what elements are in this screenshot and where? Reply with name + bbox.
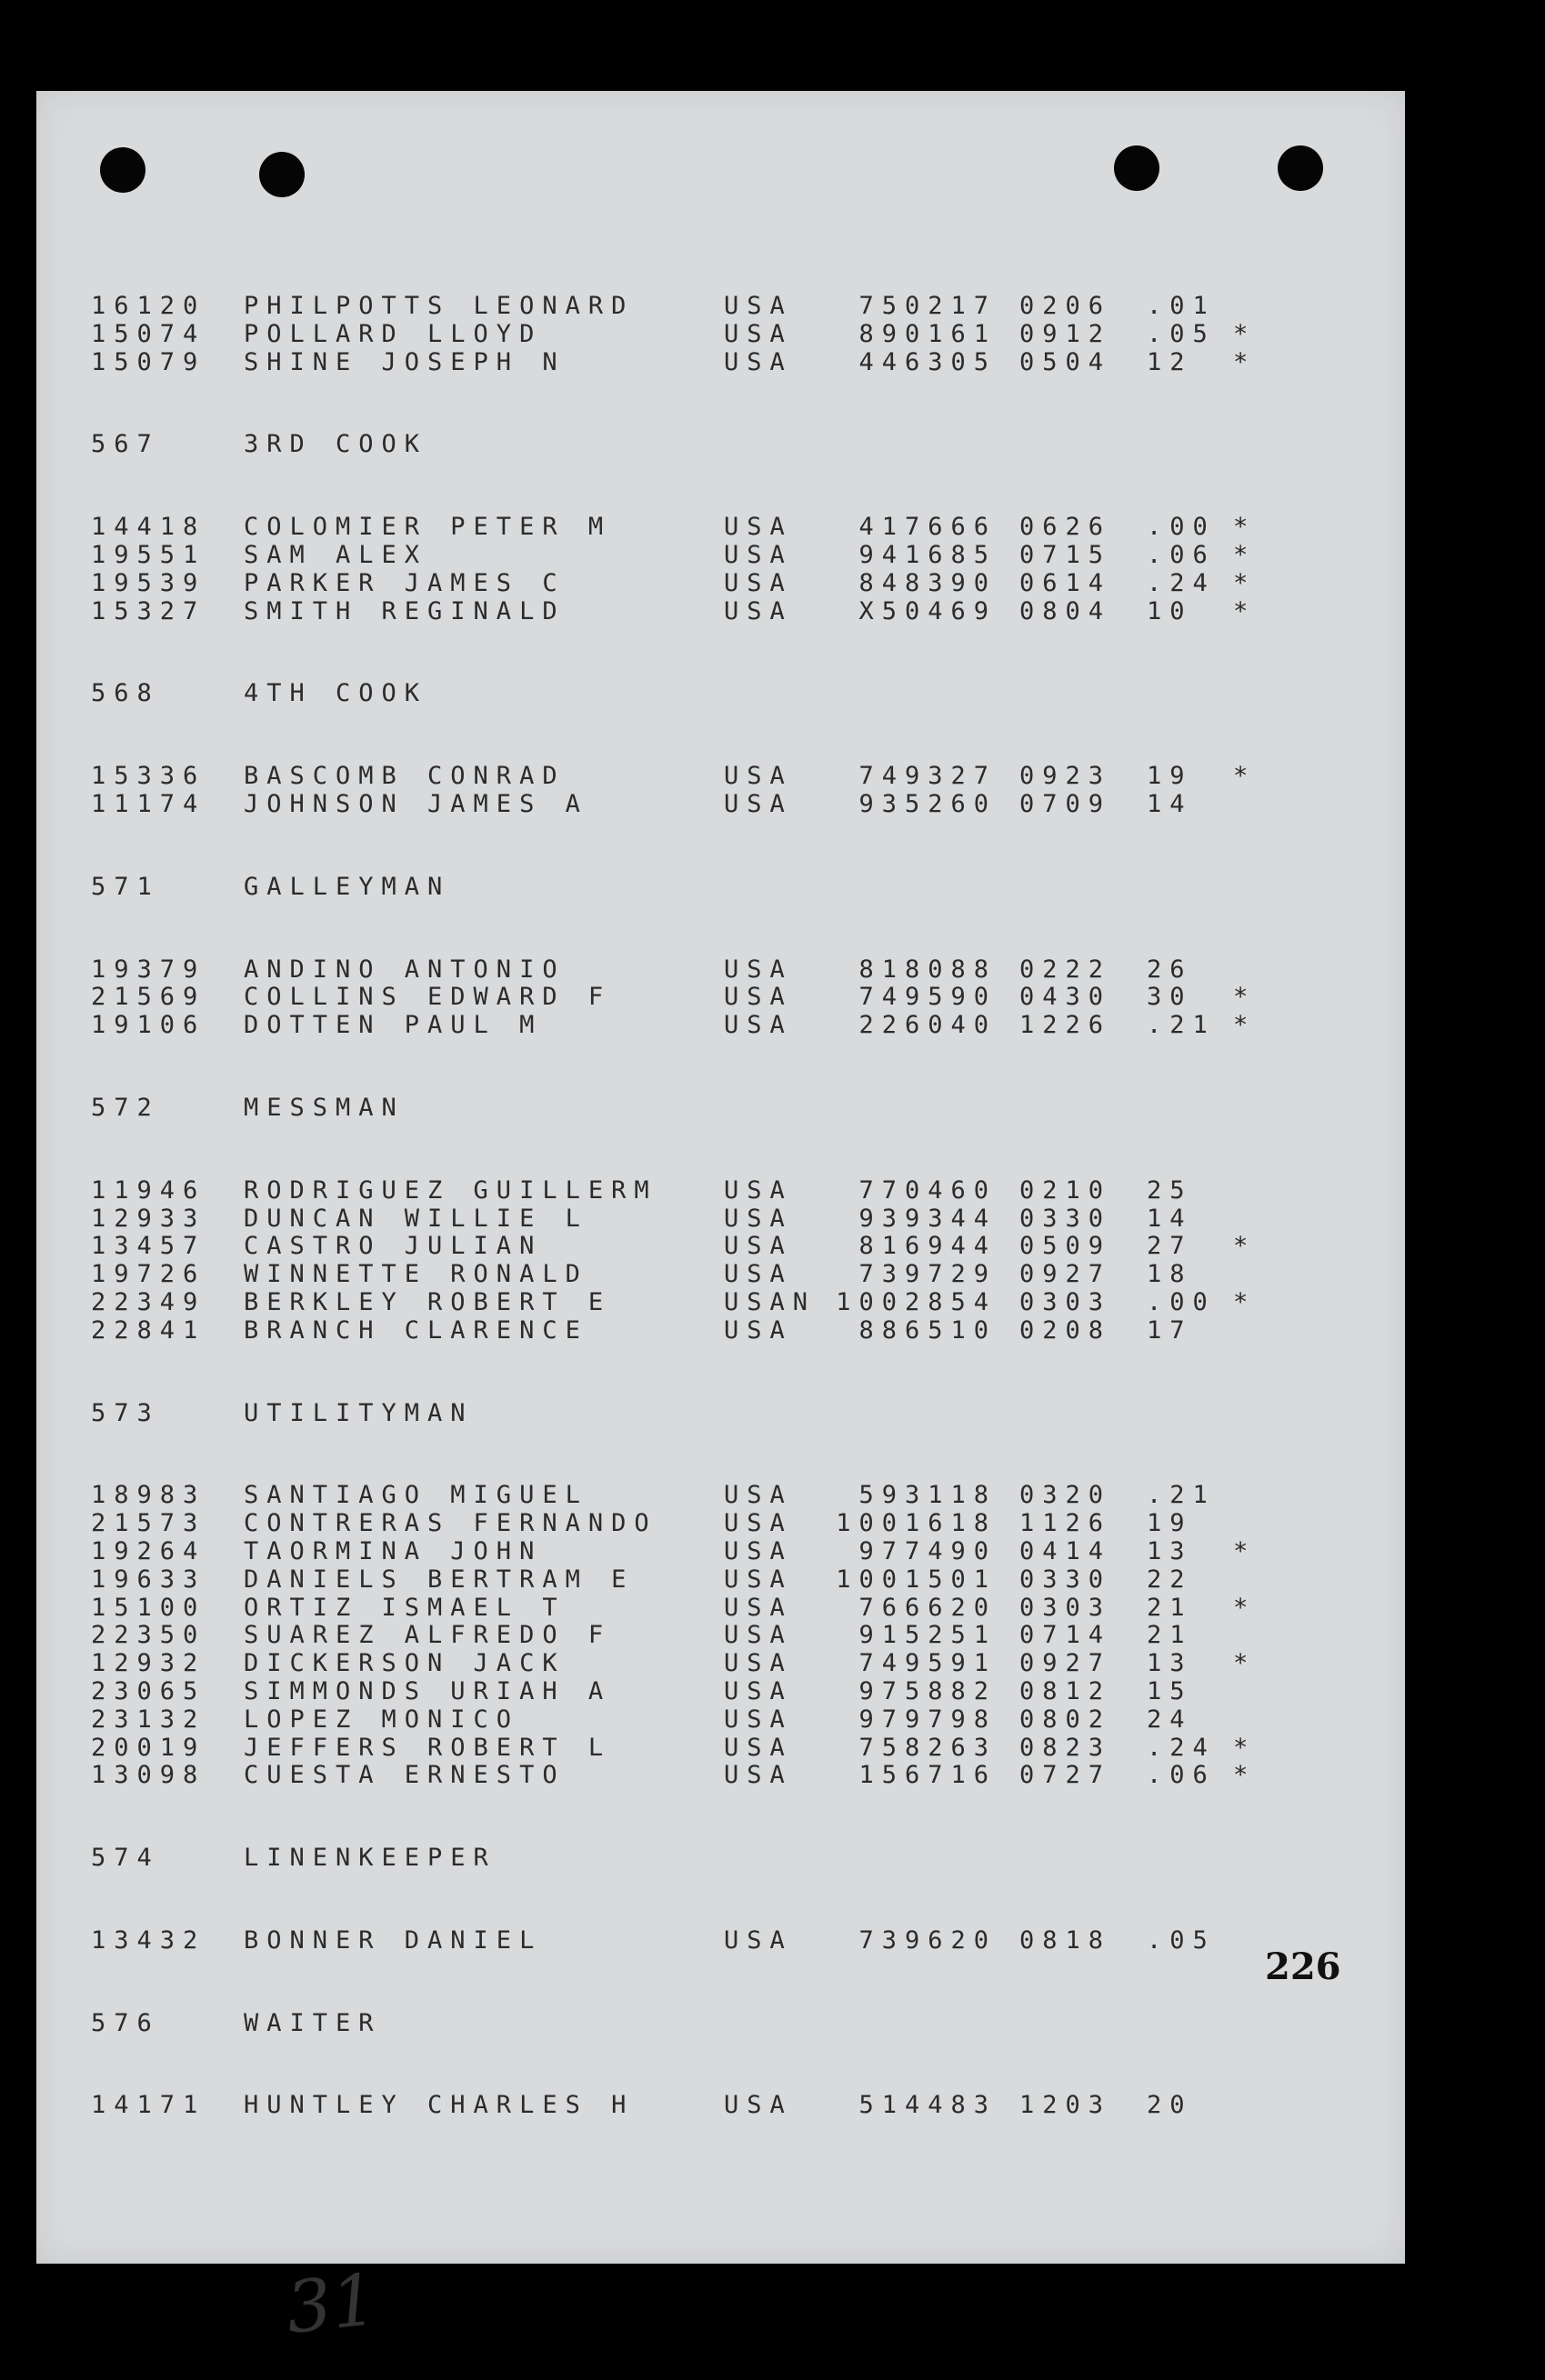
crew-list [91, 293, 1382, 2120]
record-value: 26 [1147, 955, 1193, 984]
table-row [91, 514, 1382, 542]
record-date: 0709 [1019, 789, 1112, 818]
flag-mark: * [1233, 983, 1249, 1012]
section-title: 4TH COOK [244, 679, 428, 708]
punch-hole-icon [100, 147, 145, 193]
table-row [91, 1289, 1382, 1317]
citizenship: USA [724, 1565, 793, 1594]
table-row [91, 1510, 1382, 1538]
record-number: 1001501 [836, 1565, 997, 1594]
record-value: 15 [1147, 1676, 1193, 1705]
record-number: 939344 [858, 1204, 997, 1233]
citizenship: USA [724, 347, 793, 376]
table-row [91, 1317, 1382, 1345]
record-date: 0927 [1019, 1260, 1112, 1289]
crew-name: TAORMINA JOHN [244, 1536, 543, 1565]
crew-id: 12933 [91, 1204, 206, 1233]
table-row [91, 349, 1382, 377]
record-value: 13 [1147, 1536, 1193, 1565]
crew-name: RODRIGUEZ GUILLERM [244, 1175, 657, 1205]
record-number: 915251 [858, 1621, 997, 1650]
crew-name: LOPEZ MONICO [244, 1705, 520, 1734]
handwritten-note: 31 [282, 2259, 381, 2350]
record-date: 0927 [1019, 1649, 1112, 1678]
record-date: 0210 [1019, 1175, 1112, 1205]
citizenship: USA [724, 1260, 793, 1289]
section-header [91, 1095, 1382, 1123]
record-date: 0614 [1019, 568, 1112, 597]
section-title: GALLEYMAN [244, 872, 451, 901]
punch-hole-icon [1278, 145, 1323, 191]
record-number: 1001618 [836, 1509, 997, 1538]
crew-name: JOHNSON JAMES A [244, 789, 588, 818]
crew-id: 19551 [91, 540, 206, 569]
crew-id: 23132 [91, 1705, 206, 1734]
flag-mark [1233, 791, 1269, 819]
record-date: 0330 [1019, 1565, 1112, 1594]
crew-id: 23065 [91, 1676, 206, 1705]
record-value: 18 [1147, 1260, 1193, 1289]
section-header [91, 1845, 1382, 1873]
flag-mark [1233, 1927, 1269, 1955]
crew-name: SUAREZ ALFREDO F [244, 1621, 612, 1650]
citizenship: USA [724, 2091, 793, 2120]
flag-mark: * [1233, 319, 1249, 348]
crew-id: 22349 [91, 1287, 206, 1316]
table-row [91, 1177, 1382, 1205]
section-title: WAITER [244, 2008, 382, 2037]
record-value: .05 [1147, 319, 1216, 348]
crew-id: 21569 [91, 983, 206, 1012]
crew-id: 19379 [91, 955, 206, 984]
crew-name: SIMMONDS URIAH A [244, 1676, 612, 1705]
crew-name: ANDINO ANTONIO [244, 955, 566, 984]
section-header [91, 431, 1382, 459]
section-header [91, 2010, 1382, 2038]
crew-name: BONNER DANIEL [244, 1925, 543, 1955]
record-value: 19 [1147, 762, 1193, 791]
record-date: 0804 [1019, 596, 1112, 625]
crew-name: HUNTLEY CHARLES H [244, 2091, 635, 2120]
citizenship: USA [724, 1509, 793, 1538]
citizenship: USA [724, 1705, 793, 1734]
record-number: 890161 [858, 319, 997, 348]
crew-id: 13432 [91, 1925, 206, 1955]
record-number: 941685 [858, 540, 997, 569]
crew-id: 11174 [91, 789, 206, 818]
record-value: 24 [1147, 1705, 1193, 1734]
flag-mark: * [1233, 568, 1249, 597]
section-header [91, 874, 1382, 902]
crew-id: 16120 [91, 292, 206, 320]
flag-mark: * [1233, 1593, 1249, 1622]
table-row [91, 542, 1382, 570]
record-number: 975882 [858, 1676, 997, 1705]
crew-name: CASTRO JULIAN [244, 1232, 543, 1261]
flag-mark: * [1233, 347, 1249, 376]
record-value: .00 [1147, 1287, 1216, 1316]
record-date: 0818 [1019, 1925, 1112, 1955]
citizenship: USA [724, 319, 793, 348]
section-header [91, 1400, 1382, 1428]
crew-name: SHINE JOSEPH N [244, 347, 566, 376]
section-title: MESSMAN [244, 1093, 405, 1122]
crew-name: COLOMIER PETER M [244, 513, 612, 542]
crew-id: 13098 [91, 1761, 206, 1790]
citizenship: USA [724, 1621, 793, 1650]
crew-name: COLLINS EDWARD F [244, 983, 612, 1012]
citizenship: USA [724, 1733, 793, 1762]
crew-name: BASCOMB CONRAD [244, 762, 566, 791]
crew-id: 22350 [91, 1621, 206, 1650]
crew-name: BRANCH CLARENCE [244, 1315, 588, 1345]
crew-name: ORTIZ ISMAEL T [244, 1593, 566, 1622]
citizenship: USA [724, 762, 793, 791]
record-date: 0504 [1019, 347, 1112, 376]
flag-mark: * [1233, 1011, 1249, 1040]
section-title: LINENKEEPER [244, 1844, 497, 1873]
record-number: 749590 [858, 983, 997, 1012]
crew-name: DANIELS BERTRAM E [244, 1565, 635, 1594]
record-number: 739620 [858, 1925, 997, 1955]
table-row [91, 1482, 1382, 1510]
citizenship: USA [724, 1011, 793, 1040]
record-number: 749327 [858, 762, 997, 791]
record-value: .21 [1147, 1011, 1216, 1040]
record-date: 0509 [1019, 1232, 1112, 1261]
record-number: 749591 [858, 1649, 997, 1678]
record-number: X50469 [858, 596, 997, 625]
crew-name: SMITH REGINALD [244, 596, 566, 625]
citizenship: USA [724, 1649, 793, 1678]
record-number: 739729 [858, 1260, 997, 1289]
section-code: 572 [91, 1093, 160, 1122]
record-number: 935260 [858, 789, 997, 818]
record-value: .00 [1147, 513, 1216, 542]
record-number: 816944 [858, 1232, 997, 1261]
record-number: 1002854 [836, 1287, 997, 1316]
citizenship: USA [724, 1232, 793, 1261]
citizenship: USA [724, 568, 793, 597]
record-date: 0923 [1019, 762, 1112, 791]
flag-mark [1233, 1622, 1269, 1650]
section-code: 574 [91, 1844, 160, 1873]
flag-mark: * [1233, 1649, 1249, 1678]
record-date: 0812 [1019, 1676, 1112, 1705]
punch-hole-icon [1114, 145, 1159, 191]
record-date: 0823 [1019, 1733, 1112, 1762]
table-row [91, 1261, 1382, 1289]
record-date: 0414 [1019, 1536, 1112, 1565]
crew-name: DOTTEN PAUL M [244, 1011, 543, 1040]
crew-name: CONTRERAS FERNANDO [244, 1509, 657, 1538]
record-value: .01 [1147, 292, 1216, 320]
record-number: 750217 [858, 292, 997, 320]
record-value: .05 [1147, 1925, 1216, 1955]
table-row [91, 1566, 1382, 1595]
record-number: 446305 [858, 347, 997, 376]
crew-name: DUNCAN WILLIE L [244, 1204, 588, 1233]
record-value: 19 [1147, 1509, 1193, 1538]
crew-id: 15079 [91, 347, 206, 376]
citizenship: USA [724, 1761, 793, 1790]
section-code: 576 [91, 2008, 160, 2037]
record-date: 0727 [1019, 1761, 1112, 1790]
citizenship: USA [724, 1204, 793, 1233]
crew-name: PHILPOTTS LEONARD [244, 292, 635, 320]
crew-id: 19633 [91, 1565, 206, 1594]
record-value: 21 [1147, 1593, 1193, 1622]
flag-mark [1233, 1678, 1269, 1706]
record-value: .06 [1147, 540, 1216, 569]
citizenship: USA [724, 789, 793, 818]
record-number: 770460 [858, 1175, 997, 1205]
citizenship: USA [724, 1481, 793, 1510]
record-number: 886510 [858, 1315, 997, 1345]
section-code: 571 [91, 872, 160, 901]
record-value: 12 [1147, 347, 1193, 376]
crew-id: 15074 [91, 319, 206, 348]
crew-id: 11946 [91, 1175, 206, 1205]
crew-name: BERKLEY ROBERT E [244, 1287, 612, 1316]
flag-mark: * [1233, 1536, 1249, 1565]
flag-mark [1233, 1482, 1269, 1510]
record-number: 848390 [858, 568, 997, 597]
table-row [91, 791, 1382, 819]
record-value: 21 [1147, 1621, 1193, 1650]
flag-mark: * [1233, 596, 1249, 625]
citizenship: USAN [724, 1287, 817, 1316]
flag-mark: * [1233, 1232, 1249, 1261]
flag-mark [1233, 2092, 1269, 2120]
section-code: 567 [91, 430, 160, 459]
flag-mark: * [1233, 1287, 1249, 1316]
record-date: 0330 [1019, 1204, 1112, 1233]
crew-id: 12932 [91, 1649, 206, 1678]
crew-id: 14171 [91, 2091, 206, 2120]
record-value: 14 [1147, 789, 1193, 818]
crew-name: PARKER JAMES C [244, 568, 566, 597]
flag-mark: * [1233, 540, 1249, 569]
flag-mark [1233, 293, 1269, 321]
table-row [91, 570, 1382, 598]
crew-name: SANTIAGO MIGUEL [244, 1481, 588, 1510]
record-value: 30 [1147, 983, 1193, 1012]
record-date: 0626 [1019, 513, 1112, 542]
crew-name: WINNETTE RONALD [244, 1260, 588, 1289]
table-row [91, 1678, 1382, 1706]
crew-name: DICKERSON JACK [244, 1649, 566, 1678]
record-date: 0912 [1019, 319, 1112, 348]
record-number: 593118 [858, 1481, 997, 1510]
section-title: UTILITYMAN [244, 1398, 474, 1427]
flag-mark [1233, 1261, 1269, 1289]
record-number: 226040 [858, 1011, 997, 1040]
record-value: .24 [1147, 568, 1216, 597]
crew-id: 22841 [91, 1315, 206, 1345]
table-row [91, 1927, 1382, 1955]
section-header [91, 680, 1382, 708]
citizenship: USA [724, 1925, 793, 1955]
crew-id: 13457 [91, 1232, 206, 1261]
section-code: 573 [91, 1398, 160, 1427]
table-row [91, 1538, 1382, 1566]
flag-mark [1233, 1177, 1269, 1205]
crew-id: 19726 [91, 1260, 206, 1289]
flag-mark [1233, 1566, 1269, 1595]
flag-mark: * [1233, 1733, 1249, 1762]
flag-mark [1233, 1706, 1269, 1735]
record-number: 514483 [858, 2091, 997, 2120]
crew-name: SAM ALEX [244, 540, 428, 569]
record-date: 0715 [1019, 540, 1112, 569]
record-value: 22 [1147, 1565, 1193, 1594]
record-date: 0303 [1019, 1593, 1112, 1622]
crew-id: 21573 [91, 1509, 206, 1538]
record-number: 758263 [858, 1733, 997, 1762]
table-row [91, 956, 1382, 985]
record-number: 766620 [858, 1593, 997, 1622]
punch-hole-icon [259, 152, 305, 197]
record-value: 27 [1147, 1232, 1193, 1261]
record-number: 156716 [858, 1761, 997, 1790]
record-value: 25 [1147, 1175, 1193, 1205]
section-title: 3RD COOK [244, 430, 428, 459]
crew-id: 15327 [91, 596, 206, 625]
table-row [91, 1706, 1382, 1735]
flag-mark [1233, 1205, 1269, 1234]
crew-id: 15336 [91, 762, 206, 791]
record-date: 0714 [1019, 1621, 1112, 1650]
citizenship: USA [724, 955, 793, 984]
record-value: 13 [1147, 1649, 1193, 1678]
record-date: 0320 [1019, 1481, 1112, 1510]
table-row [91, 2092, 1382, 2120]
flag-mark [1233, 956, 1269, 985]
crew-id: 19106 [91, 1011, 206, 1040]
table-row [91, 1595, 1382, 1623]
crew-id: 19264 [91, 1536, 206, 1565]
record-date: 0208 [1019, 1315, 1112, 1345]
table-row [91, 1233, 1382, 1261]
citizenship: USA [724, 513, 793, 542]
table-row [91, 293, 1382, 321]
crew-id: 19539 [91, 568, 206, 597]
record-date: 0222 [1019, 955, 1112, 984]
table-row [91, 1622, 1382, 1650]
record-value: 20 [1147, 2091, 1193, 2120]
citizenship: USA [724, 1175, 793, 1205]
record-date: 0206 [1019, 292, 1112, 320]
citizenship: USA [724, 983, 793, 1012]
citizenship: USA [724, 1315, 793, 1345]
citizenship: USA [724, 540, 793, 569]
record-number: 979798 [858, 1705, 997, 1734]
citizenship: USA [724, 1593, 793, 1622]
record-value: 10 [1147, 596, 1193, 625]
record-date: 0802 [1019, 1705, 1112, 1734]
table-row [91, 1205, 1382, 1234]
table-row [91, 1650, 1382, 1678]
table-row [91, 1735, 1382, 1763]
record-value: .24 [1147, 1733, 1216, 1762]
record-date: 0303 [1019, 1287, 1112, 1316]
flag-mark: * [1233, 762, 1249, 791]
record-date: 1226 [1019, 1011, 1112, 1040]
citizenship: USA [724, 1536, 793, 1565]
crew-id: 14418 [91, 513, 206, 542]
crew-id: 18983 [91, 1481, 206, 1510]
table-row [91, 1762, 1382, 1790]
table-row [91, 1012, 1382, 1040]
crew-id: 15100 [91, 1593, 206, 1622]
citizenship: USA [724, 596, 793, 625]
flag-mark: * [1233, 1761, 1249, 1790]
flag-mark: * [1233, 513, 1249, 542]
section-code: 568 [91, 679, 160, 708]
table-row [91, 984, 1382, 1012]
table-row [91, 321, 1382, 349]
record-value: .06 [1147, 1761, 1216, 1790]
record-number: 417666 [858, 513, 997, 542]
crew-id: 20019 [91, 1733, 206, 1762]
record-value: .21 [1147, 1481, 1216, 1510]
record-number: 977490 [858, 1536, 997, 1565]
document-sheet [36, 91, 1405, 2350]
page-number: 226 [1265, 1945, 1341, 1988]
record-date: 1126 [1019, 1509, 1112, 1538]
flag-mark [1233, 1317, 1269, 1345]
crew-name: CUESTA ERNESTO [244, 1761, 566, 1790]
citizenship: USA [724, 1676, 793, 1705]
crew-name: POLLARD LLOYD [244, 319, 543, 348]
record-value: 17 [1147, 1315, 1193, 1345]
record-date: 1203 [1019, 2091, 1112, 2120]
table-row [91, 598, 1382, 626]
record-number: 818088 [858, 955, 997, 984]
flag-mark [1233, 1510, 1269, 1538]
record-value: 14 [1147, 1204, 1193, 1233]
crew-name: JEFFERS ROBERT L [244, 1733, 612, 1762]
table-row [91, 763, 1382, 791]
record-date: 0430 [1019, 983, 1112, 1012]
citizenship: USA [724, 292, 793, 320]
